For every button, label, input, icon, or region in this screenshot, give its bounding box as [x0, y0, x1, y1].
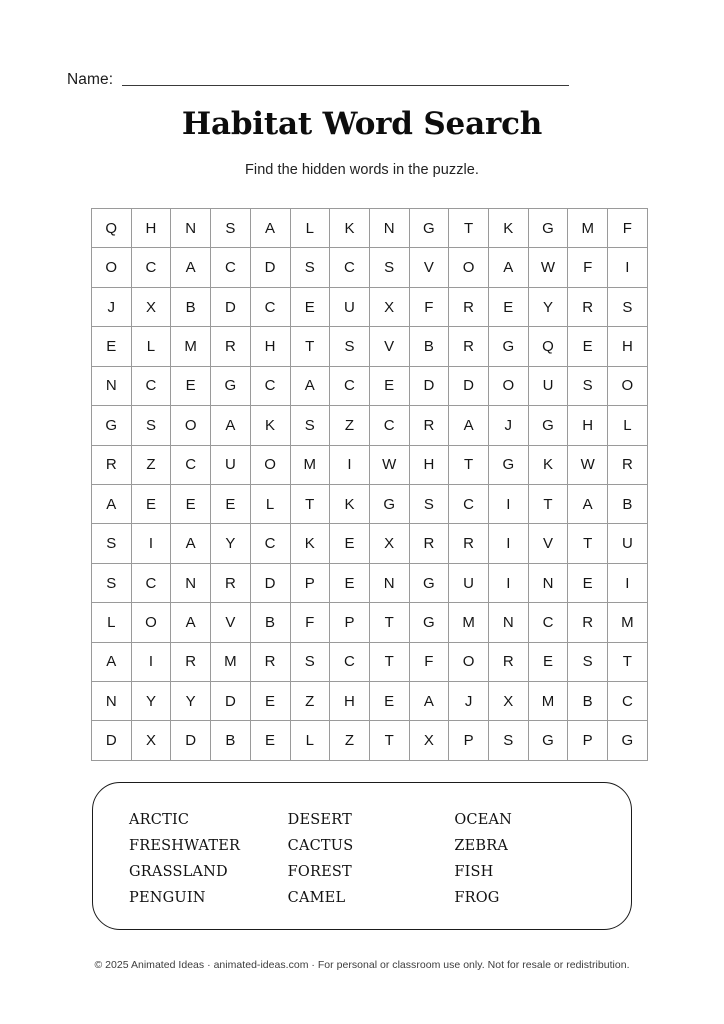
grid-cell[interactable]: A: [171, 603, 211, 642]
grid-cell[interactable]: N: [369, 563, 409, 602]
word-list-item[interactable]: FISH: [454, 864, 494, 880]
grid-cell[interactable]: R: [211, 563, 251, 602]
grid-cell[interactable]: Y: [131, 682, 171, 721]
grid-cell[interactable]: S: [290, 248, 330, 287]
grid-cell[interactable]: G: [409, 563, 449, 602]
grid-row: [92, 682, 648, 721]
grid-cell[interactable]: F: [290, 603, 330, 642]
grid-cell[interactable]: R: [449, 287, 489, 326]
grid-cell[interactable]: N: [92, 682, 132, 721]
grid-cell[interactable]: C: [250, 287, 290, 326]
grid-cell[interactable]: N: [489, 603, 529, 642]
grid-cell[interactable]: E: [171, 366, 211, 405]
grid-cell[interactable]: R: [211, 327, 251, 366]
grid-cell[interactable]: E: [171, 484, 211, 523]
grid-cell[interactable]: D: [250, 563, 290, 602]
grid-cell[interactable]: B: [608, 484, 648, 523]
grid-cell[interactable]: L: [250, 484, 290, 523]
word-list-item[interactable]: PENGUIN: [129, 890, 206, 906]
grid-cell[interactable]: Y: [171, 682, 211, 721]
grid-cell[interactable]: T: [528, 484, 568, 523]
grid-row: [92, 642, 648, 681]
grid-cell[interactable]: O: [92, 248, 132, 287]
grid-row: [92, 406, 648, 445]
grid-cell[interactable]: F: [409, 287, 449, 326]
grid-cell[interactable]: G: [489, 445, 529, 484]
word-list-column: [442, 807, 609, 911]
grid-cell[interactable]: O: [171, 406, 211, 445]
grid-cell[interactable]: T: [369, 721, 409, 760]
grid-cell[interactable]: A: [171, 524, 211, 563]
word-list-item[interactable]: FOREST: [287, 864, 352, 880]
grid-cell[interactable]: S: [330, 327, 370, 366]
grid-cell[interactable]: C: [250, 524, 290, 563]
grid-row: [92, 445, 648, 484]
grid-cell[interactable]: E: [92, 327, 132, 366]
grid-cell[interactable]: G: [369, 484, 409, 523]
grid-cell[interactable]: M: [211, 642, 251, 681]
grid-cell[interactable]: H: [330, 682, 370, 721]
grid-cell[interactable]: W: [528, 248, 568, 287]
grid-cell[interactable]: G: [92, 406, 132, 445]
grid-cell[interactable]: X: [409, 721, 449, 760]
grid-cell[interactable]: I: [330, 445, 370, 484]
grid-cell[interactable]: X: [369, 287, 409, 326]
grid-cell[interactable]: N: [369, 209, 409, 248]
grid-cell[interactable]: K: [528, 445, 568, 484]
grid-cell[interactable]: D: [449, 366, 489, 405]
grid-cell[interactable]: O: [449, 248, 489, 287]
footer-copyright: © 2025 Animated Ideas · animated-ideas.com · For personal or classroom use only. Not for resale or redistribution.: [94, 959, 630, 971]
grid-cell[interactable]: M: [568, 209, 608, 248]
grid-cell[interactable]: D: [409, 366, 449, 405]
grid-cell[interactable]: M: [608, 603, 648, 642]
grid-cell[interactable]: S: [568, 366, 608, 405]
grid-row: [92, 209, 648, 248]
grid-cell[interactable]: R: [250, 642, 290, 681]
grid-cell[interactable]: I: [608, 563, 648, 602]
name-label: Name:: [67, 70, 114, 88]
grid-cell[interactable]: N: [92, 366, 132, 405]
grid-row: [92, 563, 648, 602]
grid-cell[interactable]: E: [131, 484, 171, 523]
grid-cell[interactable]: G: [528, 209, 568, 248]
grid-cell[interactable]: A: [171, 248, 211, 287]
word-search-grid[interactable]: [91, 208, 634, 750]
grid-cell[interactable]: D: [211, 682, 251, 721]
grid-cell[interactable]: E: [568, 327, 608, 366]
grid-cell[interactable]: T: [290, 484, 330, 523]
grid-cell[interactable]: C: [330, 366, 370, 405]
grid-cell[interactable]: I: [489, 524, 529, 563]
grid-cell[interactable]: P: [330, 603, 370, 642]
word-list-item[interactable]: FROG: [454, 890, 500, 906]
grid-cell[interactable]: A: [290, 366, 330, 405]
grid-cell[interactable]: E: [250, 682, 290, 721]
grid-cell[interactable]: M: [290, 445, 330, 484]
grid-cell[interactable]: H: [409, 445, 449, 484]
grid-cell[interactable]: Y: [211, 524, 251, 563]
grid-cell[interactable]: T: [369, 603, 409, 642]
grid-cell[interactable]: E: [528, 642, 568, 681]
word-list-item[interactable]: OCEAN: [454, 812, 513, 828]
grid-cell[interactable]: M: [171, 327, 211, 366]
grid-cell[interactable]: T: [369, 642, 409, 681]
grid-cell[interactable]: Y: [528, 287, 568, 326]
grid-cell[interactable]: Q: [528, 327, 568, 366]
grid-cell[interactable]: D: [92, 721, 132, 760]
grid-cell[interactable]: H: [568, 406, 608, 445]
grid-cell[interactable]: R: [409, 524, 449, 563]
grid-cell[interactable]: C: [131, 366, 171, 405]
grid-cell[interactable]: E: [330, 563, 370, 602]
grid-cell[interactable]: G: [608, 721, 648, 760]
grid-cell[interactable]: R: [568, 603, 608, 642]
word-list-item[interactable]: GRASSLAND: [129, 864, 228, 880]
grid-cell[interactable]: F: [568, 248, 608, 287]
grid-cell[interactable]: S: [92, 563, 132, 602]
grid-cell[interactable]: P: [449, 721, 489, 760]
grid-cell[interactable]: R: [608, 445, 648, 484]
grid-cell[interactable]: P: [290, 563, 330, 602]
grid-cell[interactable]: X: [131, 721, 171, 760]
grid-cell[interactable]: S: [369, 248, 409, 287]
grid-cell[interactable]: O: [131, 603, 171, 642]
grid-row: [92, 484, 648, 523]
grid-cell[interactable]: X: [131, 287, 171, 326]
grid-cell[interactable]: T: [608, 642, 648, 681]
grid-row: [92, 721, 648, 760]
grid-cell[interactable]: M: [528, 682, 568, 721]
grid-cell[interactable]: E: [568, 563, 608, 602]
grid-cell[interactable]: J: [449, 682, 489, 721]
word-list-item[interactable]: CAMEL: [287, 890, 346, 906]
grid-cell[interactable]: I: [131, 524, 171, 563]
grid-cell[interactable]: I: [489, 484, 529, 523]
grid-cell[interactable]: E: [290, 287, 330, 326]
grid-cell[interactable]: E: [369, 682, 409, 721]
grid-cell[interactable]: S: [211, 209, 251, 248]
grid-cell[interactable]: A: [92, 642, 132, 681]
grid-cell[interactable]: A: [409, 682, 449, 721]
grid-cell[interactable]: H: [250, 327, 290, 366]
grid-cell[interactable]: B: [250, 603, 290, 642]
word-list-item[interactable]: DESERT: [287, 812, 352, 828]
grid-cell[interactable]: L: [290, 721, 330, 760]
grid-cell[interactable]: X: [489, 682, 529, 721]
grid-cell[interactable]: C: [369, 406, 409, 445]
grid-cell[interactable]: S: [568, 642, 608, 681]
grid-cell[interactable]: A: [250, 209, 290, 248]
grid-row: [92, 366, 648, 405]
grid-cell[interactable]: S: [409, 484, 449, 523]
grid-cell[interactable]: U: [211, 445, 251, 484]
word-list-box: [92, 782, 632, 930]
grid-cell[interactable]: S: [608, 287, 648, 326]
grid-cell[interactable]: T: [290, 327, 330, 366]
grid-cell[interactable]: O: [449, 642, 489, 681]
grid-cell[interactable]: U: [449, 563, 489, 602]
grid-cell[interactable]: F: [608, 209, 648, 248]
grid-cell[interactable]: L: [131, 327, 171, 366]
word-list-column: [284, 807, 443, 911]
grid-cell[interactable]: P: [568, 721, 608, 760]
grid-cell[interactable]: G: [489, 327, 529, 366]
grid-cell[interactable]: A: [211, 406, 251, 445]
grid-cell[interactable]: Z: [131, 445, 171, 484]
grid-cell[interactable]: R: [489, 642, 529, 681]
grid-cell[interactable]: H: [131, 209, 171, 248]
grid-cell[interactable]: B: [171, 287, 211, 326]
word-list-item[interactable]: FRESHWATER: [129, 838, 241, 854]
grid-cell[interactable]: E: [330, 524, 370, 563]
grid-cell[interactable]: R: [409, 406, 449, 445]
grid-cell[interactable]: U: [608, 524, 648, 563]
grid-cell[interactable]: Z: [330, 406, 370, 445]
grid-cell[interactable]: S: [489, 721, 529, 760]
grid-cell[interactable]: R: [449, 524, 489, 563]
name-write-in-line[interactable]: [122, 85, 569, 86]
grid-cell[interactable]: K: [250, 406, 290, 445]
grid-cell[interactable]: C: [528, 603, 568, 642]
grid-row: [92, 524, 648, 563]
grid-cell[interactable]: A: [568, 484, 608, 523]
grid-cell[interactable]: Z: [330, 721, 370, 760]
grid-cell[interactable]: C: [171, 445, 211, 484]
grid-cell[interactable]: K: [489, 209, 529, 248]
grid-cell[interactable]: E: [250, 721, 290, 760]
grid-cell[interactable]: R: [171, 642, 211, 681]
grid-cell[interactable]: O: [250, 445, 290, 484]
word-list-item[interactable]: CACTUS: [287, 838, 354, 854]
grid-cell[interactable]: D: [250, 248, 290, 287]
grid-cell[interactable]: G: [409, 209, 449, 248]
grid-cell[interactable]: X: [369, 524, 409, 563]
grid-cell[interactable]: L: [608, 406, 648, 445]
grid-cell[interactable]: T: [568, 524, 608, 563]
grid-cell[interactable]: E: [369, 366, 409, 405]
grid-cell[interactable]: B: [211, 721, 251, 760]
grid-cell[interactable]: D: [171, 721, 211, 760]
grid-cell[interactable]: G: [528, 721, 568, 760]
grid-row: [92, 603, 648, 642]
word-list-item[interactable]: ARCTIC: [129, 812, 190, 828]
grid-cell[interactable]: N: [171, 209, 211, 248]
grid-cell[interactable]: R: [568, 287, 608, 326]
page-title: Habitat Word Search: [181, 106, 543, 142]
grid-cell[interactable]: B: [568, 682, 608, 721]
grid-cell[interactable]: O: [608, 366, 648, 405]
grid-cell[interactable]: C: [449, 484, 489, 523]
grid-cell[interactable]: K: [290, 524, 330, 563]
grid-cell[interactable]: S: [290, 406, 330, 445]
grid-cell[interactable]: I: [608, 248, 648, 287]
grid-cell[interactable]: G: [211, 366, 251, 405]
grid-cell[interactable]: E: [211, 484, 251, 523]
grid-cell[interactable]: G: [528, 406, 568, 445]
grid-cell[interactable]: C: [131, 563, 171, 602]
grid-row: [92, 287, 648, 326]
letter-grid-table: [91, 208, 648, 761]
name-field-row: [67, 62, 569, 88]
grid-cell[interactable]: B: [409, 327, 449, 366]
grid-cell[interactable]: V: [528, 524, 568, 563]
grid-cell[interactable]: C: [250, 366, 290, 405]
word-list-item[interactable]: ZEBRA: [454, 838, 509, 854]
grid-cell[interactable]: V: [369, 327, 409, 366]
grid-cell[interactable]: C: [330, 642, 370, 681]
grid-row: [92, 248, 648, 287]
grid-cell[interactable]: R: [449, 327, 489, 366]
grid-cell[interactable]: W: [369, 445, 409, 484]
word-list-column: [129, 807, 284, 911]
word-list-columns: [129, 807, 609, 911]
grid-cell[interactable]: C: [608, 682, 648, 721]
grid-cell[interactable]: J: [92, 287, 132, 326]
grid-cell[interactable]: L: [290, 209, 330, 248]
grid-cell[interactable]: S: [131, 406, 171, 445]
grid-cell[interactable]: R: [92, 445, 132, 484]
grid-cell[interactable]: A: [92, 484, 132, 523]
page-subtitle: Find the hidden words in the puzzle.: [245, 162, 479, 178]
grid-cell[interactable]: K: [330, 209, 370, 248]
grid-cell[interactable]: N: [171, 563, 211, 602]
grid-cell[interactable]: W: [568, 445, 608, 484]
grid-cell[interactable]: U: [528, 366, 568, 405]
grid-cell[interactable]: H: [608, 327, 648, 366]
grid-cell[interactable]: S: [92, 524, 132, 563]
grid-cell[interactable]: N: [528, 563, 568, 602]
grid-cell[interactable]: I: [489, 563, 529, 602]
grid-cell[interactable]: C: [131, 248, 171, 287]
grid-cell[interactable]: K: [330, 484, 370, 523]
grid-cell[interactable]: C: [330, 248, 370, 287]
grid-cell[interactable]: E: [489, 287, 529, 326]
grid-row: [92, 327, 648, 366]
grid-cell[interactable]: M: [449, 603, 489, 642]
grid-cell[interactable]: S: [290, 642, 330, 681]
grid-cell[interactable]: T: [449, 445, 489, 484]
grid-cell[interactable]: A: [489, 248, 529, 287]
grid-cell[interactable]: U: [330, 287, 370, 326]
grid-cell[interactable]: O: [489, 366, 529, 405]
grid-cell[interactable]: V: [409, 248, 449, 287]
grid-cell[interactable]: C: [211, 248, 251, 287]
grid-cell[interactable]: T: [449, 209, 489, 248]
grid-cell[interactable]: D: [211, 287, 251, 326]
grid-cell[interactable]: Q: [92, 209, 132, 248]
grid-cell[interactable]: L: [92, 603, 132, 642]
grid-cell[interactable]: A: [449, 406, 489, 445]
grid-cell[interactable]: Z: [290, 682, 330, 721]
grid-cell[interactable]: J: [489, 406, 529, 445]
grid-cell[interactable]: V: [211, 603, 251, 642]
grid-cell[interactable]: F: [409, 642, 449, 681]
grid-cell[interactable]: G: [409, 603, 449, 642]
grid-cell[interactable]: I: [131, 642, 171, 681]
